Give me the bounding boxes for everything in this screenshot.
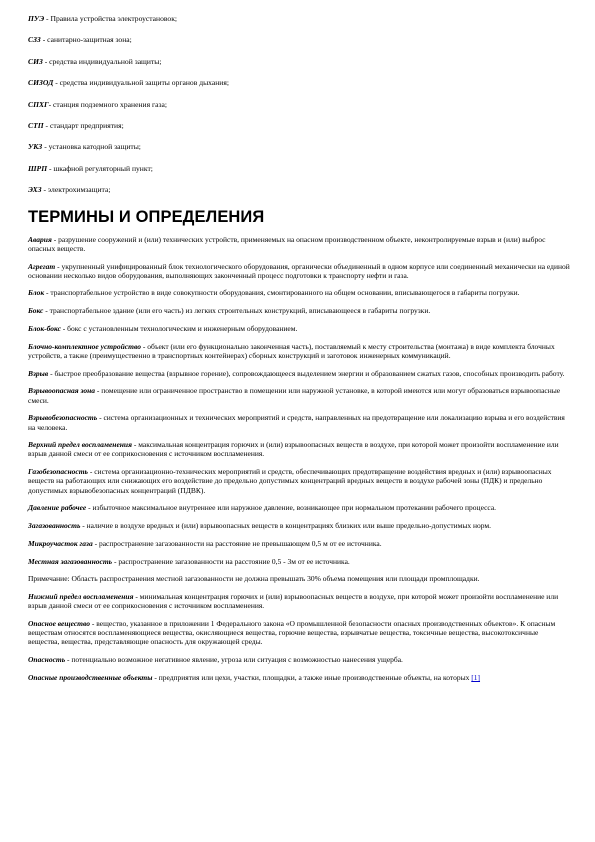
definition-term: Блочно-комплектное устройство (28, 341, 141, 351)
definition-item (28, 557, 570, 566)
definition-text: - система организационных и технических мероприятий и средств, направленных на предотвращение или локализацию взрыва и его воздействия на человека. (28, 413, 565, 432)
definition-text: - вещество, указанное в приложении 1 Федерального закона «О промышленной безопасности опасных производственных объектов». К опасным веществам относятся воспламеняющиеся вещества, окисляющиеся вещества, горючие вещества, взрывчатые вещества, токсичные вещества, высокотоксичные вещества, вещества, представляющие опасность для окружающей среды. (28, 618, 556, 647)
definition-term: Взрывоопасная зона (28, 386, 96, 396)
abbreviation-item (28, 78, 570, 87)
definition-text: - система организационно-технических мероприятий и средств, обеспечивающих предотвращение воздействия вредных и (или) взрывоопасных веществ на работающих или снижающих его воздействие до предельно допустимых концентраций вредных веществ в воздухе рабочей зоны (ПДК) и предельно допустимых взрывобезопасных концентраций (ПДВК). (28, 467, 552, 495)
abbreviation-text: - установка катодной защиты; (42, 142, 141, 152)
definition-item (28, 619, 570, 647)
abbreviation-text: - электрохимзащита; (41, 185, 111, 195)
abbreviation-term: СПХГ (28, 99, 49, 109)
definition-text: - избыточное максимальное внутреннее или наружное давление, возникающее при нормальном протекании рабочего процесса. (86, 503, 497, 513)
definition-term: Бокс (28, 306, 44, 316)
definition-text: - укрупненный унифицированный блок технологического оборудования, органически объединенный в одном корпусе или соединенный механически на единой основании несколько видов оборудования, выполняющих законченный процесс подготовки к транспорту нефти и газа. (28, 261, 570, 280)
definition-text: - распространение загазованности на расстояние не превышающем 0,5 м от ее источника. (92, 538, 382, 548)
definition-item (28, 235, 570, 254)
definition-text: - быстрое преобразование вещества (взрывное горение), сопровождающееся выделением энергии и образованием сжатых газов, способных производить работу. (48, 368, 565, 378)
abbreviation-text: - Правила устройства электроустановок; (44, 14, 178, 23)
definition-text: Примечание: Область распространения местной загазованности не должна превышать 30% объема помещения или площади промплощадки. (28, 574, 480, 584)
definition-term: Давление рабочее (28, 503, 87, 513)
abbreviation-term: ЭХЗ (28, 185, 42, 195)
section-heading: ТЕРМИНЫ И ОПРЕДЕЛЕНИЯ (28, 207, 265, 226)
abbreviation-term: УКЗ (28, 142, 43, 152)
definition-term: Микроучасток газа (28, 538, 93, 548)
abbreviation-item (28, 121, 570, 130)
abbreviation-term: СИЗОД (28, 78, 54, 88)
definition-item (28, 539, 570, 548)
abbreviation-term: СТП (28, 120, 44, 130)
abbreviation-item (28, 164, 570, 173)
definition-term: Верхний предел воспламенения (28, 440, 132, 450)
definition-item (28, 306, 570, 315)
definition-term: Опасность (28, 655, 66, 665)
definition-term: Нижний предел воспламенения (28, 591, 134, 601)
definition-term: Авария (28, 234, 52, 244)
abbreviation-list (28, 14, 570, 194)
definition-item (28, 440, 570, 459)
definition-text: - наличие в воздухе вредных и (или) взрывоопасных веществ в концентрациях близких или выше предельно-допустимых норм. (80, 521, 492, 531)
definition-item (28, 503, 570, 512)
definition-item (28, 521, 570, 530)
definition-term: Местная загазованность (28, 556, 113, 566)
definition-term: Загазованность (28, 521, 81, 531)
definition-text: - потенциально возможное негативное явление, угроза или ситуация с возможностью нанесения ущерба. (65, 655, 403, 665)
abbreviation-term: СЗЗ (28, 35, 41, 45)
definition-term: Взрывобезопасность (28, 413, 98, 423)
definition-text: - максимальная концентрация горючих и (или) взрывоопасных веществ в воздухе, при которой может произойти воспламенение или взрыв данной смеси от ее соприкосновения с источником воспламенения. (28, 440, 559, 459)
definition-text: - распространение загазованности на расстояние 0,5 - 3м от ее источника. (112, 556, 350, 566)
abbreviation-item (28, 57, 570, 66)
abbreviation-item (28, 100, 570, 109)
definition-item (28, 386, 570, 405)
definition-item (28, 673, 570, 682)
definition-text: - помещение или ограниченное пространство в помещении или наружной установке, в которой имеются или могут образоваться взрывоопасные смеси. (28, 386, 561, 405)
definition-item (28, 262, 570, 281)
definition-item (28, 288, 570, 297)
abbreviation-text: - шкафной регуляторный пункт; (47, 163, 153, 173)
definition-text: - предприятия или цехи, участки, площадки, а также иные производственные объекты, на которых (152, 672, 472, 682)
definition-term: Блок (28, 288, 45, 298)
definition-term: Взрыв (28, 368, 49, 378)
abbreviation-text: - станция подземного хранения газа; (48, 99, 167, 109)
definition-item (28, 655, 570, 664)
abbreviation-text: - средства индивидуальной защиты; (42, 56, 162, 66)
abbreviation-term: ШРП (28, 163, 48, 173)
abbreviation-text: - санитарно-защитная зона; (40, 35, 132, 45)
definition-text: - транспортабельное здание (или его часть) из легких строительных конструкций, вписывающееся в габариты погрузки. (43, 306, 431, 316)
definition-text: - разрушение сооружений и (или) технических устройств, применяемых на опасном производственном объекте, неконтролируемые взрыв и (или) выброс опасных веществ. (28, 234, 546, 253)
definition-item (28, 574, 570, 583)
definition-item (28, 467, 570, 495)
definition-item (28, 342, 570, 361)
definition-item (28, 369, 570, 378)
abbreviation-text: - стандарт предприятия; (43, 120, 124, 130)
abbreviation-item (28, 142, 570, 151)
definition-term: Газобезопасность (28, 467, 88, 477)
definition-item (28, 592, 570, 611)
definition-text: - транспортабельное устройство в виде совокупности оборудования, смонтированного на общем основании, вписывающегося в габариты погрузки. (44, 288, 520, 298)
footnote-link[interactable]: [1] (471, 672, 481, 682)
abbreviation-term: СИЗ (28, 56, 43, 66)
definition-list (28, 235, 570, 683)
definition-term: Опасные производственные объекты (28, 672, 153, 682)
definition-text: - минимальная концентрация горючих и (или) взрывоопасных веществ в воздухе, при которой может произойти воспламенение или взрыв данной смеси от ее соприкосновения с источником воспламенения. (28, 591, 559, 611)
abbreviation-item (28, 35, 570, 44)
abbreviation-text: - средства индивидуальной защиты органов дыхания; (53, 78, 229, 88)
abbreviation-term: ПУЭ (28, 14, 45, 23)
abbreviation-item (28, 185, 570, 194)
definition-text: - бокс с установленным технологическим и инженерным оборудованием. (60, 323, 298, 333)
definition-term: Блок-бокс (28, 323, 61, 333)
abbreviation-item (28, 14, 570, 23)
document-page (28, 14, 570, 691)
definition-term: Опасное вещество (28, 618, 91, 628)
definition-item (28, 413, 570, 432)
definition-item (28, 324, 570, 333)
definition-text: - объект (или его функционально законченная часть), поставляемый к месту строительства (монтажа) в виде комплекта блочных устройств, а также (преимущественно в транспортных контейнерах) сборных конструкций и заготовок инженерных коммуникаций. (28, 341, 555, 360)
definition-term: Агрегат (28, 261, 56, 271)
